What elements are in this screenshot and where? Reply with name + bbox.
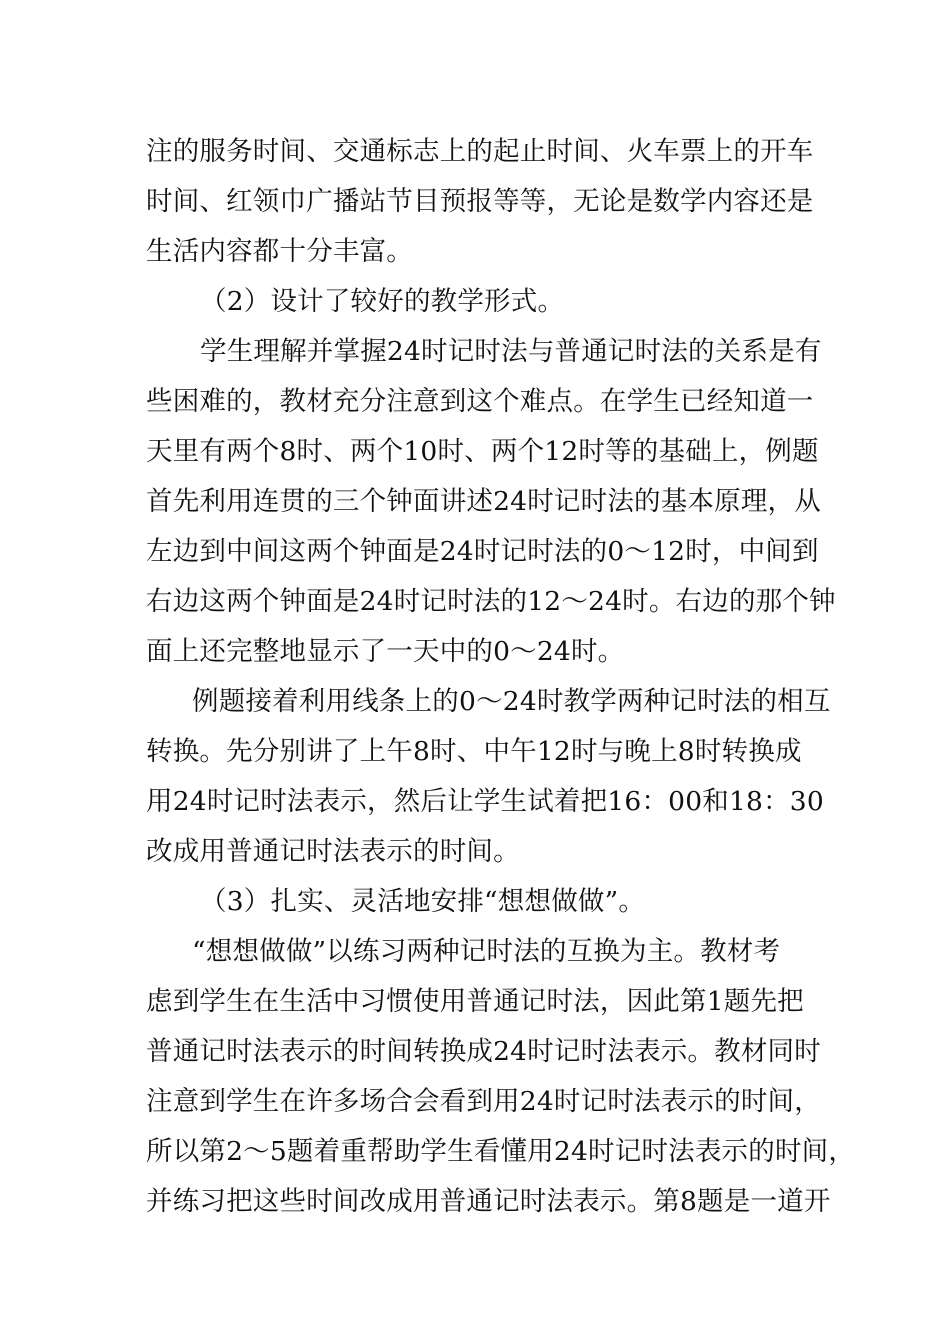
text-line: 所以第2～5题着重帮助学生看懂用24时记时法表示的时间， [146,1136,856,1167]
text-line: 注意到学生在许多场合会看到用24时记时法表示的时间， [146,1086,821,1117]
text-line: 面上还完整地显示了一天中的0～24时。 [146,636,625,667]
text-line: 改成用普通记时法表示的时间。 [146,836,520,867]
text-line: 普通记时法表示的时间转换成24时记时法表示。教材同时 [146,1036,821,1067]
text-line: 生活内容都十分丰富。 [146,236,413,267]
paragraph-first-line: 例题接着利用线条上的0～24时教学两种记时法的相互 [192,686,831,717]
text-line: 右边这两个钟面是24时记时法的12～24时。右边的那个钟 [146,586,836,617]
text-line: 用24时记时法表示，然后让学生试着把16：00和18：30 [146,786,824,817]
section-heading: （3）扎实、灵活地安排“想想做做”。 [200,886,646,917]
paragraph-first-line: “想想做做”以练习两种记时法的互换为主。教材考 [192,936,781,967]
text-line: 天里有两个8时、两个10时、两个12时等的基础上，例题 [146,436,819,467]
text-line: 注的服务时间、交通标志上的起止时间、火车票上的开车 [146,136,814,167]
text-line: 些困难的，教材充分注意到这个难点。在学生已经知道一 [146,386,814,417]
text-line: 转换。先分别讲了上午8时、中午12时与晚上8时转换成 [146,736,802,767]
text-line: 虑到学生在生活中习惯使用普通记时法，因此第1题先把 [146,986,804,1017]
text-line: 左边到中间这两个钟面是24时记时法的0～12时，中间到 [146,536,819,567]
paragraph-first-line: 学生理解并掌握24时记时法与普通记时法的关系是有 [200,336,822,367]
text-line: 首先利用连贯的三个钟面讲述24时记时法的基本原理，从 [146,486,821,517]
text-line: 时间、红领巾广播站节目预报等等，无论是数学内容还是 [146,186,814,217]
section-heading: （2）设计了较好的教学形式。 [200,286,565,317]
text-line: 并练习把这些时间改成用普通记时法表示。第8题是一道开 [146,1186,831,1217]
